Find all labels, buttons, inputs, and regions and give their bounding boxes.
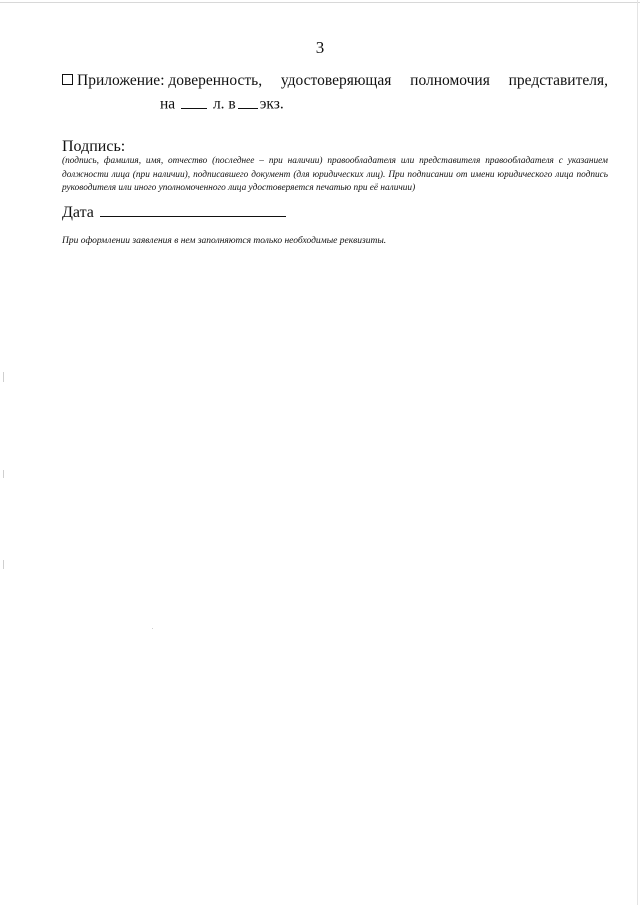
appendix-label-group bbox=[62, 72, 262, 90]
appendix-pages-line bbox=[160, 92, 284, 114]
scan-artifact bbox=[152, 628, 153, 629]
appendix-word-certifying: удостоверяющая bbox=[280, 72, 392, 89]
appendix-line bbox=[62, 72, 608, 90]
scan-artifact bbox=[3, 372, 4, 382]
page-number: 3 bbox=[315, 38, 325, 57]
appendix-pages-suffix: экз. bbox=[259, 95, 284, 113]
signature-label: Подпись: bbox=[62, 138, 126, 155]
appendix-pages-prefix: на bbox=[160, 95, 176, 113]
signature-note: (подпись, фамилия, имя, отчество (последнее – при наличии) правообладателя или представителя правообладателя с указанием должности лица (при наличии), подписавшего документ (для юридических лиц). При подписании от имени юридического лица подпись руководителя или иного уполномоченного лица удостоверяется печатью при её наличии) bbox=[62, 156, 608, 193]
page-top-edge bbox=[0, 2, 640, 3]
date-label: Дата bbox=[62, 204, 94, 221]
copies-count-field[interactable] bbox=[238, 92, 258, 109]
scan-artifact bbox=[3, 470, 4, 478]
appendix-word-authority: полномочия bbox=[410, 72, 490, 89]
page-right-edge bbox=[637, 0, 638, 905]
appendix-pages-middle: л. в bbox=[212, 95, 236, 113]
appendix-word-representative: представителя, bbox=[508, 72, 608, 89]
appendix-label: Приложение: доверенность, bbox=[77, 72, 263, 89]
scan-artifact bbox=[3, 560, 4, 569]
sheets-count-field[interactable] bbox=[181, 92, 207, 109]
date-row bbox=[62, 204, 286, 222]
date-field[interactable] bbox=[100, 204, 286, 217]
footer-note: При оформлении заявления в нем заполняются только необходимые реквизиты. bbox=[62, 236, 387, 246]
appendix-checkbox[interactable] bbox=[62, 74, 73, 85]
